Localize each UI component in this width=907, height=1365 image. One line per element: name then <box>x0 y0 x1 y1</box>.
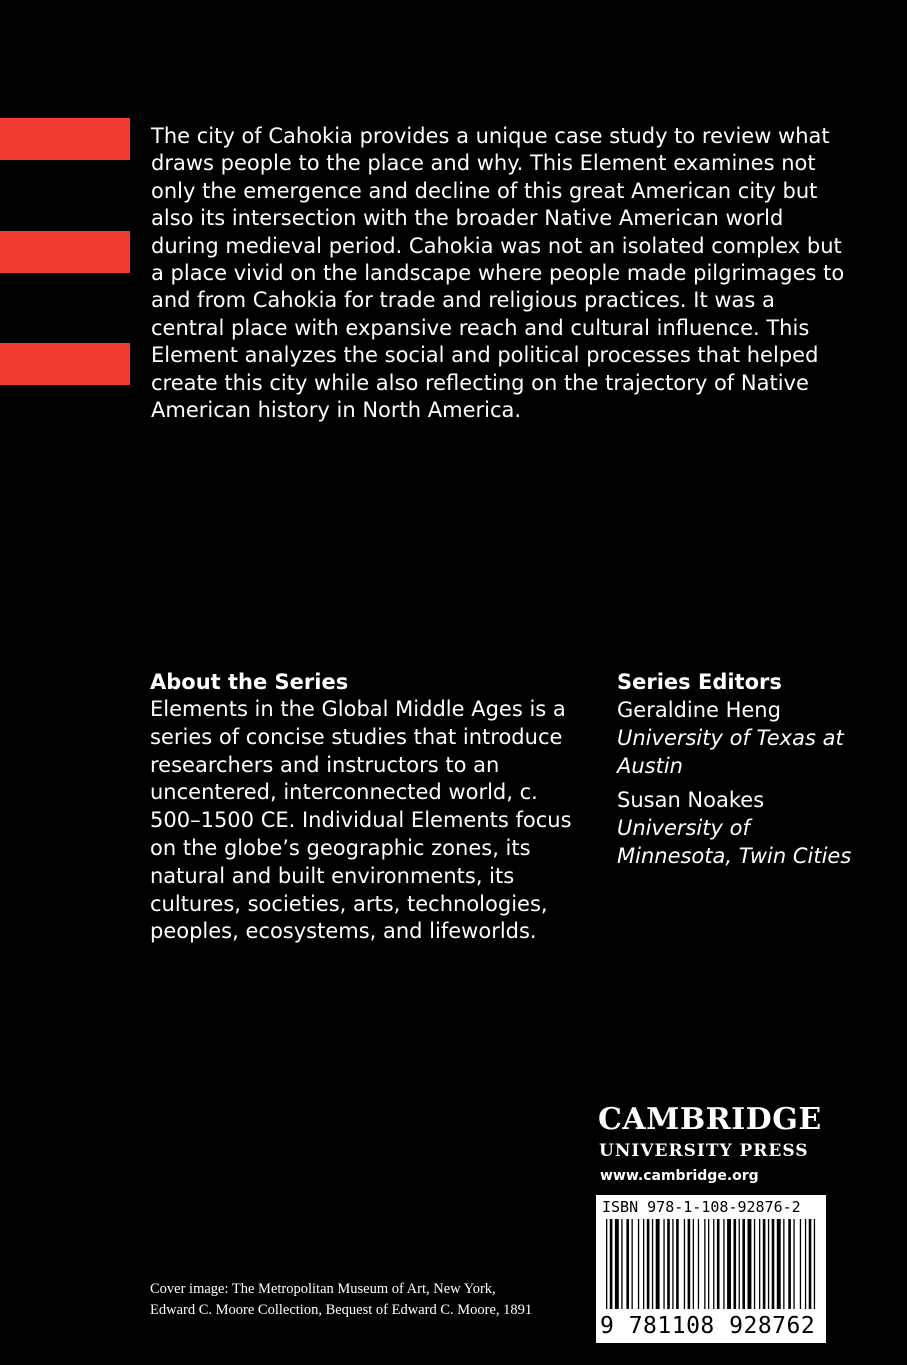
red-accent-bar-3 <box>0 343 130 385</box>
editor-name: Geraldine Heng <box>617 698 781 722</box>
about-series-text: Elements in the Global Middle Ages is a series of concise studies that introduce researchers and instructors to an uncentered, interconnected world, c. 500–1500 CE. Individual Elements focus on the globe’s geographic zones, its natural and built environments, its cultures, societies, arts, technologies, peoples, ecosystems, and lifeworlds. <box>150 697 572 944</box>
editor-name: Susan Noakes <box>617 788 765 812</box>
barcode-bar <box>663 1219 664 1309</box>
barcode-bar <box>708 1219 709 1309</box>
barcode-bar <box>734 1219 737 1309</box>
barcode-bar <box>739 1219 740 1309</box>
barcode-bar <box>638 1219 639 1309</box>
series-editors-heading: Series Editors <box>617 670 782 694</box>
barcode-bar <box>717 1219 720 1309</box>
barcode-bar <box>667 1219 670 1309</box>
barcode-bar <box>704 1219 705 1309</box>
barcode-bar <box>727 1219 731 1309</box>
barcode-bar <box>723 1219 724 1309</box>
about-series-heading: About the Series <box>150 670 349 694</box>
barcode-bar <box>768 1219 769 1309</box>
isbn-label: ISBN 978-1-108-92876-2 <box>602 1198 801 1216</box>
barcode-bar <box>793 1219 794 1309</box>
book-blurb: The city of Cahokia provides a unique case study to review what draws people to the place and why. This Element examines not only the emergence and decline of this great American city but also its intersection with the broader Native American world during medieval period. Cahokia was not an isolated complex but a place vivid on the landscape where people made pilgrimages to and from Cahokia for trade and religious practices. It was a central place with expansive reach and cultural influence. This Element analyzes the social and political processes that helped create this city while also reflecting on the trajectory of Native American history in North America. <box>151 124 845 423</box>
barcode-bar <box>800 1219 801 1309</box>
barcode-bar <box>632 1219 633 1309</box>
publisher-name: CAMBRIDGE <box>598 1102 822 1137</box>
barcode-bar <box>698 1219 699 1309</box>
barcode-bar <box>742 1219 745 1309</box>
barcode-bar <box>684 1219 685 1309</box>
barcode-bars <box>600 1219 822 1311</box>
editor-entry <box>617 786 857 870</box>
publisher-press: UNIVERSITY PRESS <box>599 1141 809 1161</box>
barcode-bar <box>615 1219 619 1309</box>
barcode-bar <box>783 1219 784 1309</box>
barcode-bar <box>805 1219 806 1309</box>
barcode-bar <box>656 1219 660 1309</box>
red-accent-bar-2 <box>0 231 130 273</box>
about-series-section <box>150 668 590 946</box>
red-accent-bar-1 <box>0 118 130 160</box>
barcode-bar <box>643 1219 644 1309</box>
barcode-bar <box>676 1219 679 1309</box>
barcode-digits: 9 781108 928762 > <box>600 1313 816 1365</box>
series-editors-section <box>617 668 857 870</box>
barcode-bar <box>809 1219 812 1309</box>
barcode-bar <box>772 1219 775 1309</box>
editor-affiliation: University of Minnesota, Twin Cities <box>617 816 852 868</box>
editor-entry <box>617 696 857 780</box>
barcode-bar <box>647 1219 650 1309</box>
barcode-bar <box>693 1219 694 1309</box>
barcode-bar <box>621 1219 622 1309</box>
credit-line-1: Cover image: The Metropolitan Museum of Art, New York, <box>150 1281 496 1297</box>
credit-line-2: Edward C. Moore Collection, Bequest of Edward C. Moore, 1891 <box>150 1302 533 1318</box>
barcode-bar <box>759 1219 760 1309</box>
barcode-bar <box>652 1219 653 1309</box>
barcode-bar <box>688 1219 691 1309</box>
barcode-bar <box>788 1219 791 1309</box>
isbn-barcode <box>596 1195 826 1365</box>
publisher-url[interactable]: www.cambridge.org <box>600 1168 759 1184</box>
barcode-bar <box>610 1219 613 1309</box>
cover-image-credit <box>150 1279 590 1321</box>
editor-affiliation: University of Texas at Austin <box>617 726 844 778</box>
barcode-bar <box>763 1219 766 1309</box>
barcode-bar <box>672 1219 673 1309</box>
barcode-bar <box>626 1219 629 1309</box>
barcode-bar <box>748 1219 752 1309</box>
barcode-bar <box>713 1219 714 1309</box>
barcode-bar <box>606 1219 607 1309</box>
barcode-bar <box>754 1219 755 1309</box>
barcode-bar <box>777 1219 781 1309</box>
barcode-bar <box>814 1219 815 1309</box>
